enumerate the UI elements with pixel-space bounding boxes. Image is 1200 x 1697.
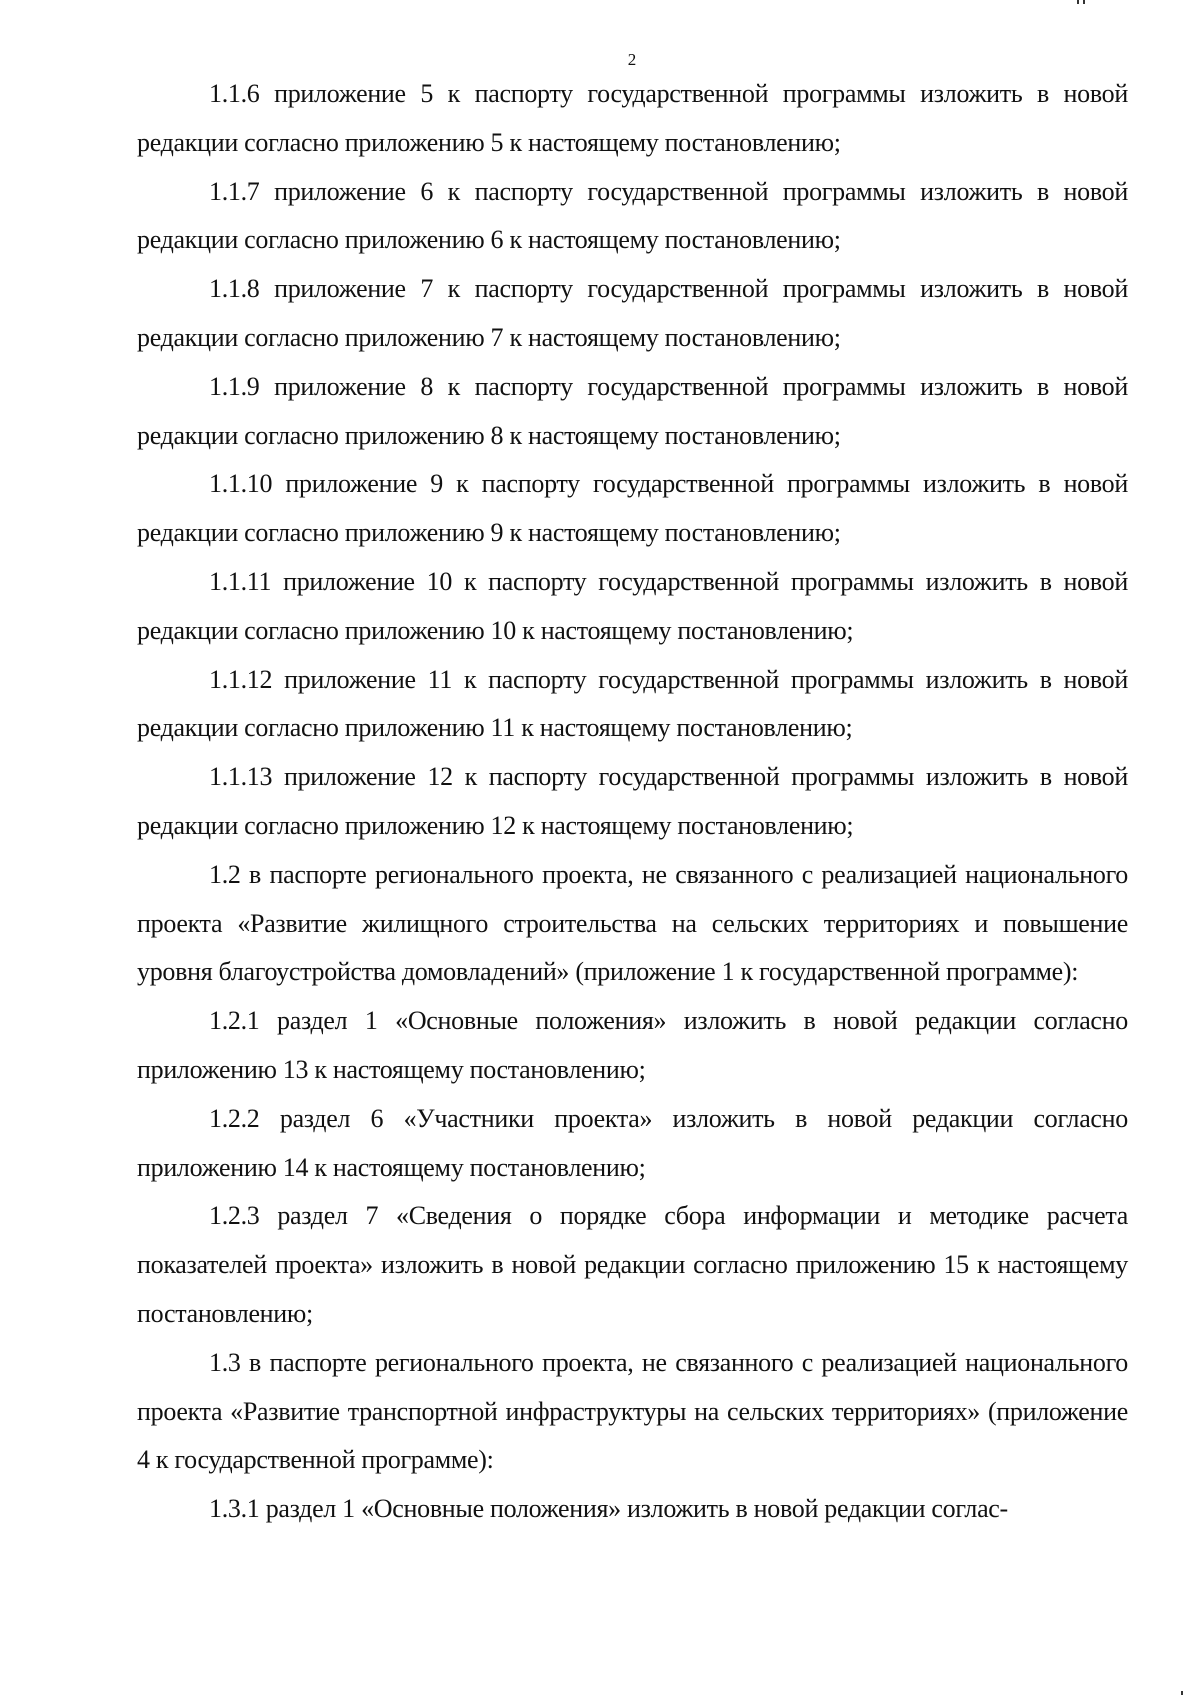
paragraph-1-1-13: 1.1.13 приложение 12 к паспорту государственной программы изложить в новой редакции согласно приложению 12 к настоящему постановлению; xyxy=(137,762,1128,840)
paragraph-1-1-12: 1.1.12 приложение 11 к паспорту государственной программы изложить в новой редакции согласно приложению 11 к настоящему постановлению; xyxy=(137,664,1128,743)
paragraph-1-2-2: 1.2.2 раздел 6 «Участники проекта» изложить в новой редакции согласно приложению 14 к настоящему постановлению; xyxy=(137,1103,1128,1182)
page-number: 2 xyxy=(627,50,637,69)
paragraph-1-1-11: 1.1.11 приложение 10 к паспорту государственной программы изложить в новой редакции согласно приложению 10 к настоящему постановлению; xyxy=(137,566,1128,645)
paragraph-1-2-1: 1.2.1 раздел 1 «Основные положения» изложить в новой редакции согласно приложению 13 к настоящему постановлению; xyxy=(137,1006,1128,1084)
paragraph-1-1-8: 1.1.8 приложение 7 к паспорту государственной программы изложить в новой редакции согласно приложению 7 к настоящему постановлению; xyxy=(137,274,1128,352)
scan-mark-bottom-right xyxy=(1181,1691,1183,1695)
scan-mark-top-right-2 xyxy=(1083,0,1085,4)
paragraph-1-2-3: 1.2.3 раздел 7 «Сведения о порядке сбора информации и методике расчета показателей проекта» изложить в новой редакции согласно приложению 15 к настоящему постановлению; xyxy=(137,1201,1128,1328)
document-body xyxy=(137,70,1128,1534)
paragraph-1-3: 1.3 в паспорте регионального проекта, не связанного с реализацией национального проекта «Развитие транспортной инфраструктуры на сельских территориях» (приложение 4 к государственной программе): xyxy=(137,1347,1128,1475)
paragraph-1-1-7: 1.1.7 приложение 6 к паспорту государственной программы изложить в новой редакции согласно приложению 6 к настоящему постановлению; xyxy=(137,176,1128,255)
paragraph-1-2: 1.2 в паспорте регионального проекта, не связанного с реализацией национального проекта «Развитие жилищного строительства на сельских территориях и повышение уровня благоустройства домовладений» (приложение 1 к государственной программе): xyxy=(137,859,1128,987)
paragraph-1-1-10: 1.1.10 приложение 9 к паспорту государственной программы изложить в новой редакции согласно приложению 9 к настоящему постановлению; xyxy=(137,469,1128,548)
paragraph-1-1-9: 1.1.9 приложение 8 к паспорту государственной программы изложить в новой редакции согласно приложению 8 к настоящему постановлению; xyxy=(137,371,1128,450)
paragraph-1-1-6: 1.1.6 приложение 5 к паспорту государственной программы изложить в новой редакции согласно приложению 5 к настоящему постановлению; xyxy=(137,79,1128,157)
scan-mark-top-right xyxy=(1077,0,1079,4)
paragraph-1-3-1: 1.3.1 раздел 1 «Основные положения» изложить в новой редакции соглас- xyxy=(209,1494,1008,1524)
